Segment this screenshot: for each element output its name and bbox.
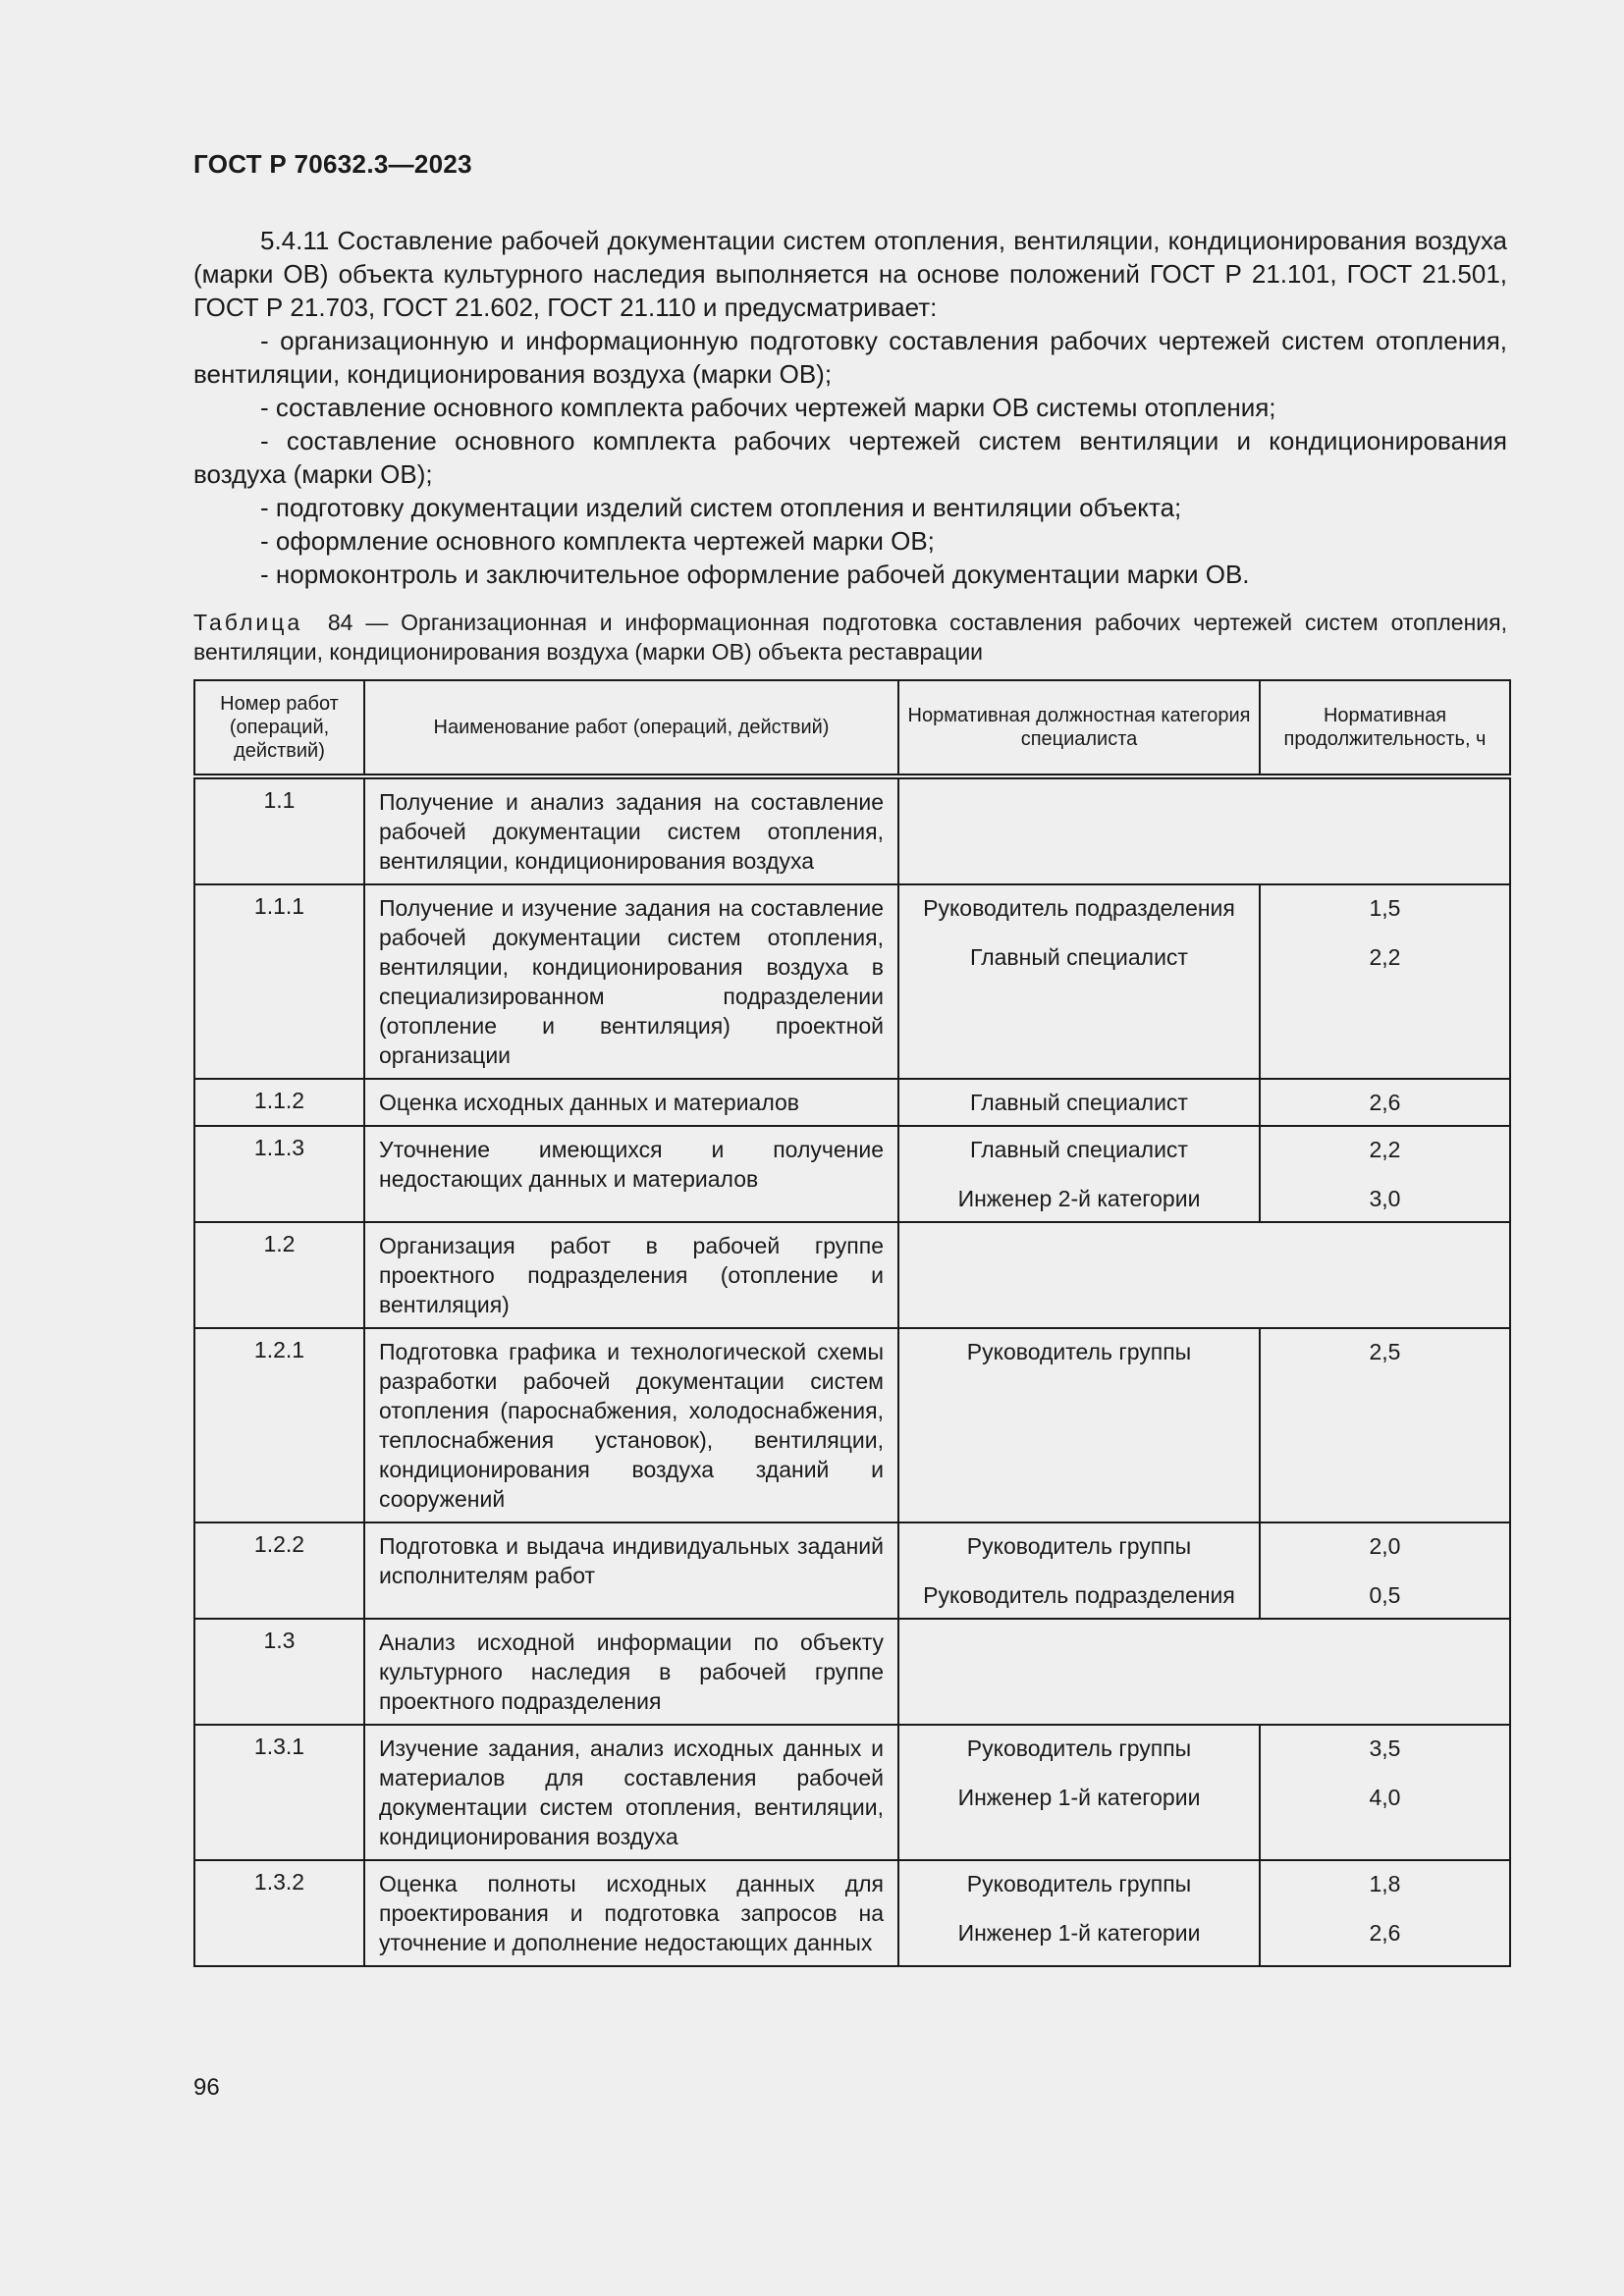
specialist-category: Главный специалист (970, 944, 1188, 970)
specialist-category-cell (898, 1860, 1260, 1966)
column-header-name: Наименование работ (операций, действий) (364, 680, 898, 776)
column-header-category: Нормативная должностная категория специалиста (898, 680, 1260, 776)
duration-cell (1260, 1860, 1510, 1966)
work-norms-table (193, 679, 1511, 1967)
duration-cell (1260, 1522, 1510, 1619)
table-row (194, 1860, 1510, 1966)
table-row (194, 1725, 1510, 1860)
work-number-cell: 1.3 (194, 1619, 364, 1725)
duration-value: 1,5 (1369, 895, 1401, 921)
work-name-cell: Изучение задания, анализ исходных данных и материалов для составления рабочей документации систем отопления, вентиляции, кондиционирования воздуха (364, 1725, 898, 1860)
work-name-cell: Получение и анализ задания на составление рабочей документации систем отопления, вентиляции, кондиционирования воздуха (364, 776, 898, 884)
paragraph: - составление основного комплекта рабочих чертежей марки ОВ системы отопления; (260, 393, 1276, 422)
paragraph: - составление основного комплекта рабочих чертежей систем вентиляции и кондиционирования воздуха (марки ОВ); (193, 426, 1507, 489)
specialist-category-cell (898, 1079, 1260, 1126)
work-number-cell: 1.2.2 (194, 1522, 364, 1619)
specialist-category: Руководитель подразделения (923, 1582, 1235, 1608)
paragraph: - организационную и информационную подготовку составления рабочих чертежей систем отопления, вентиляции, кондиционирования воздуха (марки ОВ); (193, 326, 1507, 389)
specialist-category-cell (898, 1522, 1260, 1619)
table-row (194, 1522, 1510, 1619)
paragraph: - оформление основного комплекта чертежей марки ОВ; (260, 526, 935, 556)
work-number-cell: 1.2.1 (194, 1328, 364, 1522)
empty-merged-cell (898, 1619, 1510, 1725)
page-number: 96 (193, 2074, 220, 2101)
table-row (194, 1079, 1510, 1126)
specialist-category-cell (898, 1126, 1260, 1222)
work-number-cell: 1.1 (194, 776, 364, 884)
table-caption-label: Таблица (193, 610, 303, 635)
duration-cell (1260, 1725, 1510, 1860)
empty-merged-cell (898, 1222, 1510, 1328)
column-header-duration: Нормативная продолжительность, ч (1260, 680, 1510, 776)
work-name-cell: Организация работ в рабочей группе проектного подразделения (отопление и вентиляция) (364, 1222, 898, 1328)
specialist-category: Главный специалист (970, 1137, 1188, 1162)
duration-value: 2,6 (1369, 1090, 1401, 1115)
duration-value: 2,6 (1369, 1920, 1401, 1946)
work-name-cell: Подготовка и выдача индивидуальных заданий исполнителям работ (364, 1522, 898, 1619)
section-5-4-11-text (193, 224, 1507, 591)
paragraph: - нормоконтроль и заключительное оформление рабочей документации марки ОВ. (260, 560, 1250, 589)
work-number-cell: 1.3.2 (194, 1860, 364, 1966)
duration-value: 2,5 (1369, 1339, 1401, 1364)
duration-value: 2,2 (1369, 1137, 1401, 1162)
work-number-cell: 1.1.3 (194, 1126, 364, 1222)
specialist-category-cell (898, 1328, 1260, 1522)
table-caption-text: — Организационная и информационная подготовка составления рабочих чертежей систем отопления, вентиляции, кондиционирования воздуха (марки ОВ) объекта реставрации (193, 610, 1507, 665)
duration-value: 3,5 (1369, 1735, 1401, 1761)
duration-cell (1260, 1079, 1510, 1126)
work-number-cell: 1.3.1 (194, 1725, 364, 1860)
specialist-category: Руководитель подразделения (923, 895, 1235, 921)
document-standard-code: ГОСТ Р 70632.3—2023 (193, 149, 472, 179)
duration-cell (1260, 884, 1510, 1079)
specialist-category: Инженер 2-й категории (957, 1186, 1201, 1211)
specialist-category-cell (898, 1725, 1260, 1860)
table-row (194, 1126, 1510, 1222)
table-caption (193, 608, 1507, 667)
specialist-category: Главный специалист (970, 1090, 1188, 1115)
table-row (194, 1328, 1510, 1522)
empty-merged-cell (898, 776, 1510, 884)
work-name-cell: Оценка полноты исходных данных для проектирования и подготовка запросов на уточнение и дополнение недостающих данных (364, 1860, 898, 1966)
duration-value: 4,0 (1369, 1785, 1401, 1810)
work-name-cell: Уточнение имеющихся и получение недостающих данных и материалов (364, 1126, 898, 1222)
duration-value: 0,5 (1369, 1582, 1401, 1608)
specialist-category: Инженер 1-й категории (957, 1785, 1201, 1810)
table-row (194, 1222, 1510, 1328)
work-number-cell: 1.1.1 (194, 884, 364, 1079)
column-header-number: Номер работ (операций, действий) (194, 680, 364, 776)
table-row (194, 1619, 1510, 1725)
specialist-category: Инженер 1-й категории (957, 1920, 1201, 1946)
paragraph: - подготовку документации изделий систем отопления и вентиляции объекта; (260, 493, 1182, 522)
duration-value: 2,0 (1369, 1533, 1401, 1559)
table-header-row (194, 680, 1510, 776)
work-number-cell: 1.1.2 (194, 1079, 364, 1126)
table-body (194, 776, 1510, 1966)
table-row (194, 884, 1510, 1079)
specialist-category: Руководитель группы (966, 1339, 1192, 1364)
work-name-cell: Подготовка графика и технологической схемы разработки рабочей документации систем отопления (пароснабжения, холодоснабжения, теплоснабжения установок), вентиляции, кондиционирования воздуха зданий и сооружений (364, 1328, 898, 1522)
specialist-category-cell (898, 884, 1260, 1079)
work-name-cell: Оценка исходных данных и материалов (364, 1079, 898, 1126)
table-caption-number: 84 (327, 610, 353, 635)
specialist-category: Руководитель группы (966, 1533, 1192, 1559)
duration-cell (1260, 1126, 1510, 1222)
duration-value: 2,2 (1369, 944, 1401, 970)
work-number-cell: 1.2 (194, 1222, 364, 1328)
table-row (194, 776, 1510, 884)
duration-cell (1260, 1328, 1510, 1522)
paragraph: 5.4.11 Составление рабочей документации систем отопления, вентиляции, кондиционирования воздуха (марки ОВ) объекта культурного наследия выполняется на основе положений ГОСТ Р 21.101, ГОСТ 21.501, ГОСТ Р 21.703, ГОСТ 21.602, ГОСТ 21.110 и предусматривает: (193, 226, 1507, 322)
duration-value: 3,0 (1369, 1186, 1401, 1211)
work-name-cell: Анализ исходной информации по объекту культурного наследия в рабочей группе проектного подразделения (364, 1619, 898, 1725)
duration-value: 1,8 (1369, 1871, 1401, 1896)
work-name-cell: Получение и изучение задания на составление рабочей документации систем отопления, вентиляции, кондиционирования воздуха в специализированном подразделении (отопление и вентиляция) проектной организации (364, 884, 898, 1079)
specialist-category: Руководитель группы (966, 1735, 1192, 1761)
specialist-category: Руководитель группы (966, 1871, 1192, 1896)
